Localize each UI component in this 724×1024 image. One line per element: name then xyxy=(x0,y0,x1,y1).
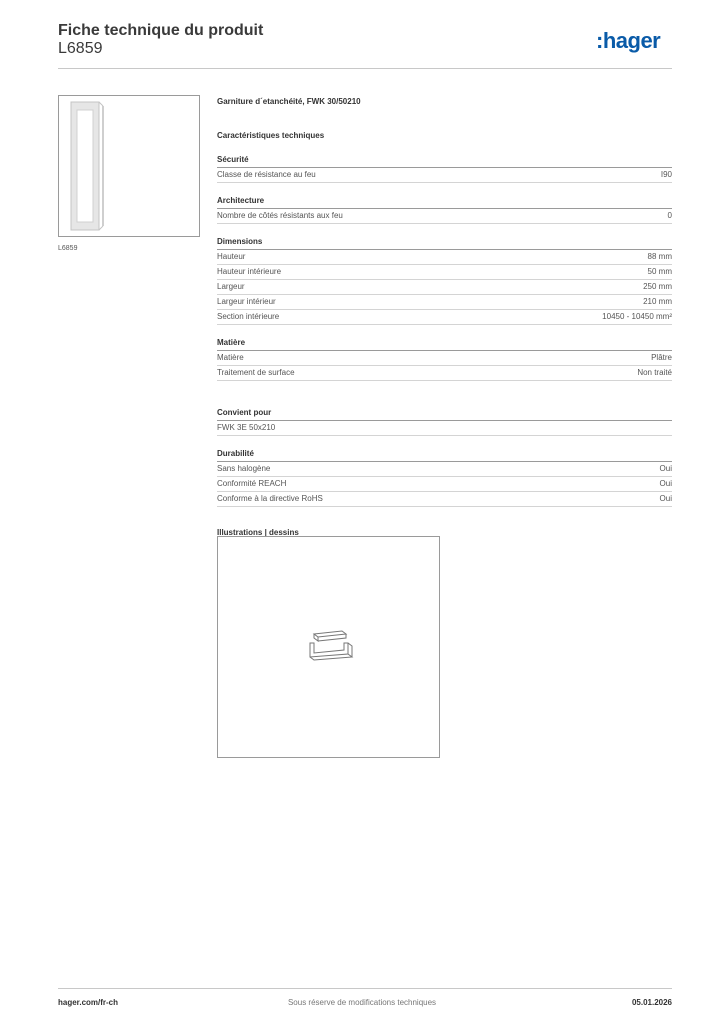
spec-label: Largeur intérieur xyxy=(217,297,276,306)
section-matiere xyxy=(217,337,672,381)
spec-value: 10450 - 10450 mm² xyxy=(602,312,672,321)
seal-drawing-image xyxy=(218,537,439,757)
spec-value: Oui xyxy=(659,464,672,473)
spec-value: 88 mm xyxy=(647,252,672,261)
section-architecture xyxy=(217,195,672,224)
product-content xyxy=(217,96,672,539)
product-reference: L6859 xyxy=(58,40,103,57)
footer-disclaimer: Sous réserve de modifications techniques xyxy=(287,998,437,1007)
spec-row xyxy=(217,265,672,280)
spec-value: I90 xyxy=(660,170,672,179)
spec-row xyxy=(217,477,672,492)
section-title: Matière xyxy=(217,337,672,351)
spec-label: Nombre de côtés résistants aux feu xyxy=(217,211,343,220)
technical-characteristics-heading: Caractéristiques techniques xyxy=(217,131,325,140)
page-title: Fiche technique du produit xyxy=(58,22,264,39)
section-title: Dimensions xyxy=(217,236,672,250)
spec-row xyxy=(217,351,672,366)
spec-label: Hauteur xyxy=(217,252,246,261)
spec-row xyxy=(217,421,672,436)
spec-value: Oui xyxy=(659,494,672,503)
illustration-drawing xyxy=(217,536,440,758)
photo-caption: L6859 xyxy=(58,245,78,252)
hager-logo: :hager xyxy=(596,28,661,53)
spec-row xyxy=(217,310,672,325)
spec-value: Plâtre xyxy=(651,353,672,362)
header-divider xyxy=(58,68,672,69)
footer-website-link[interactable]: hager.com/fr-ch xyxy=(58,998,119,1007)
section-title: Convient pour xyxy=(217,407,672,421)
section-title: Architecture xyxy=(217,195,672,209)
section-convient-pour xyxy=(217,407,672,436)
spec-row xyxy=(217,462,672,477)
spec-label: Matière xyxy=(217,353,244,362)
spec-label: Sans halogène xyxy=(217,464,271,473)
section-dimensions xyxy=(217,236,672,325)
spec-row xyxy=(217,209,672,224)
spec-value: Oui xyxy=(659,479,672,488)
spec-label: Largeur xyxy=(217,282,245,291)
spec-row xyxy=(217,295,672,310)
spec-value: 250 mm xyxy=(643,282,672,291)
spec-label: Traitement de surface xyxy=(217,368,295,377)
section-durabilite xyxy=(217,448,672,507)
spec-row xyxy=(217,250,672,265)
spec-label: FWK 3E 50x210 xyxy=(217,423,276,432)
section-title: Sécurité xyxy=(217,154,672,168)
spec-label: Section intérieure xyxy=(217,312,280,321)
spec-row xyxy=(217,366,672,381)
spec-value: 0 xyxy=(667,211,672,220)
spec-label: Conformité REACH xyxy=(217,479,287,488)
spec-label: Conforme à la directive RoHS xyxy=(217,494,323,503)
section-title: Durabilité xyxy=(217,448,672,462)
spec-value: Non traité xyxy=(637,368,672,377)
section-securite xyxy=(217,154,672,183)
illustrations-heading: Illustrations | dessins xyxy=(217,528,299,537)
product-photo xyxy=(58,95,200,237)
frame-seal-image xyxy=(59,96,199,236)
spec-value: 50 mm xyxy=(647,267,672,276)
spec-label: Hauteur intérieure xyxy=(217,267,282,276)
footer-date: 05.01.2026 xyxy=(631,998,672,1007)
product-name: Garniture d´etanchéité, FWK 30/50210 xyxy=(217,97,361,106)
footer-divider xyxy=(58,988,672,989)
spec-row xyxy=(217,280,672,295)
spec-row xyxy=(217,168,672,183)
spec-label: Classe de résistance au feu xyxy=(217,170,316,179)
spec-row xyxy=(217,492,672,507)
spec-value: 210 mm xyxy=(643,297,672,306)
